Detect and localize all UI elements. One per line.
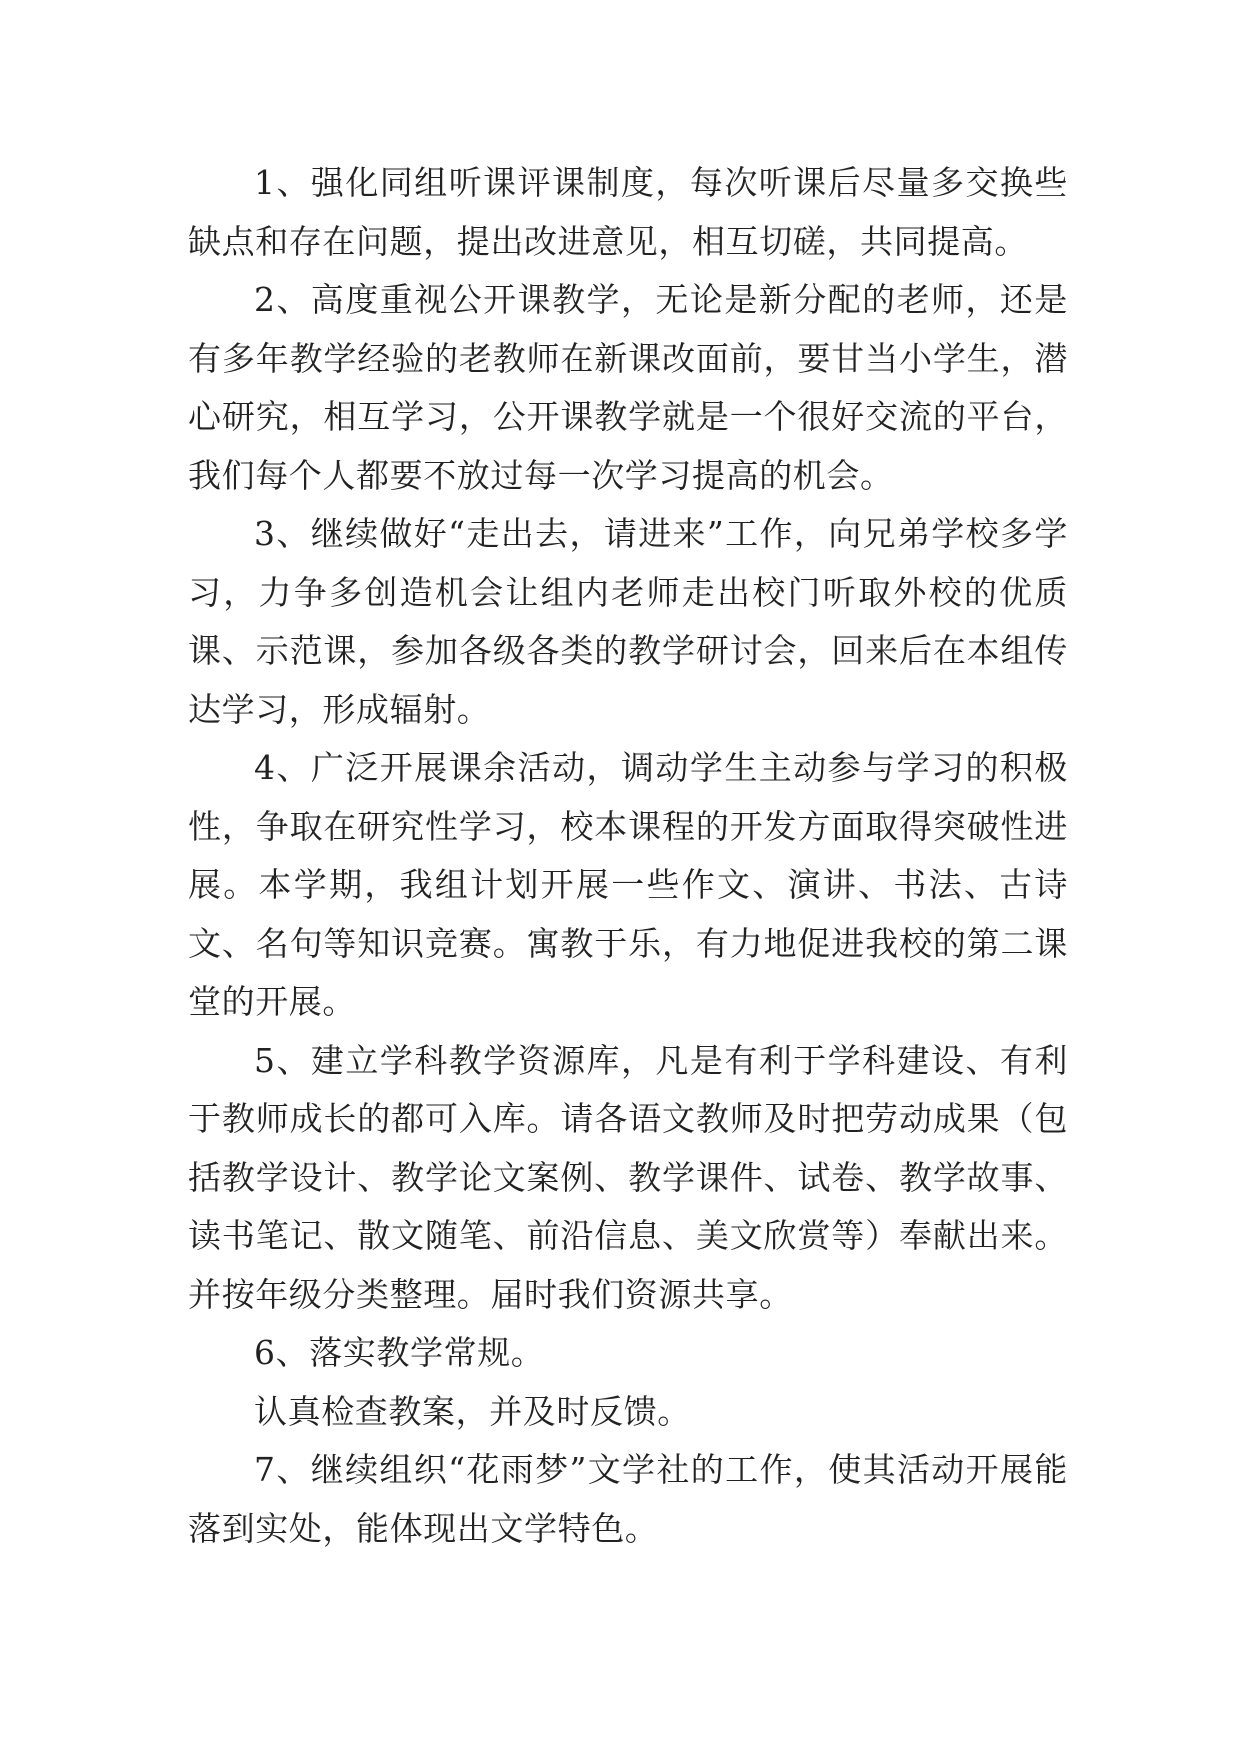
- paragraph-item-6: 6、落实教学常规。: [254, 1333, 545, 1372]
- document-body: [188, 154, 1068, 1558]
- paragraph-item-1: 1、强化同组听课评课制度，每次听课后尽量多交换些缺点和存在问题，提出改进意见，相互切磋，共同提高。: [188, 163, 1068, 261]
- paragraph-item-2: 2、高度重视公开课教学，无论是新分配的老师，还是有多年教学经验的老教师在新课改面前，要甘当小学生，潜心研究，相互学习，公开课教学就是一个很好交流的平台，我们每个人都要不放过每一次学习提高的机会。: [188, 280, 1068, 495]
- paragraph-item-5: 5、建立学科教学资源库，凡是有利于学科建设、有利于教师成长的都可入库。请各语文教师及时把劳动成果（包括教学设计、教学论文案例、教学课件、试卷、教学故事、读书笔记、散文随笔、前沿信息、美文欣赏等）奉献出来。并按年级分类整理。届时我们资源共享。: [188, 1040, 1068, 1314]
- paragraph-item-6-detail: 认真检查教案，并及时反馈。: [254, 1391, 691, 1431]
- paragraph-item-3: 3、继续做好“走出去，请进来”工作，向兄弟学校多学习，力争多创造机会让组内老师走出校门听取外校的优质课、示范课，参加各级各类的教学研讨会，回来后在本组传达学习，形成辐射。: [188, 514, 1068, 729]
- paragraph-item-7: 7、继续组织“花雨梦”文学社的工作，使其活动开展能落到实处，能体现出文学特色。: [188, 1450, 1068, 1548]
- paragraph-item-4: 4、广泛开展课余活动，调动学生主动参与学习的积极性，争取在研究性学习，校本课程的开发方面取得突破性进展。本学期，我组计划开展一些作文、演讲、书法、古诗文、名句等知识竞赛。寓教于乐，有力地促进我校的第二课堂的开展。: [188, 748, 1068, 1021]
